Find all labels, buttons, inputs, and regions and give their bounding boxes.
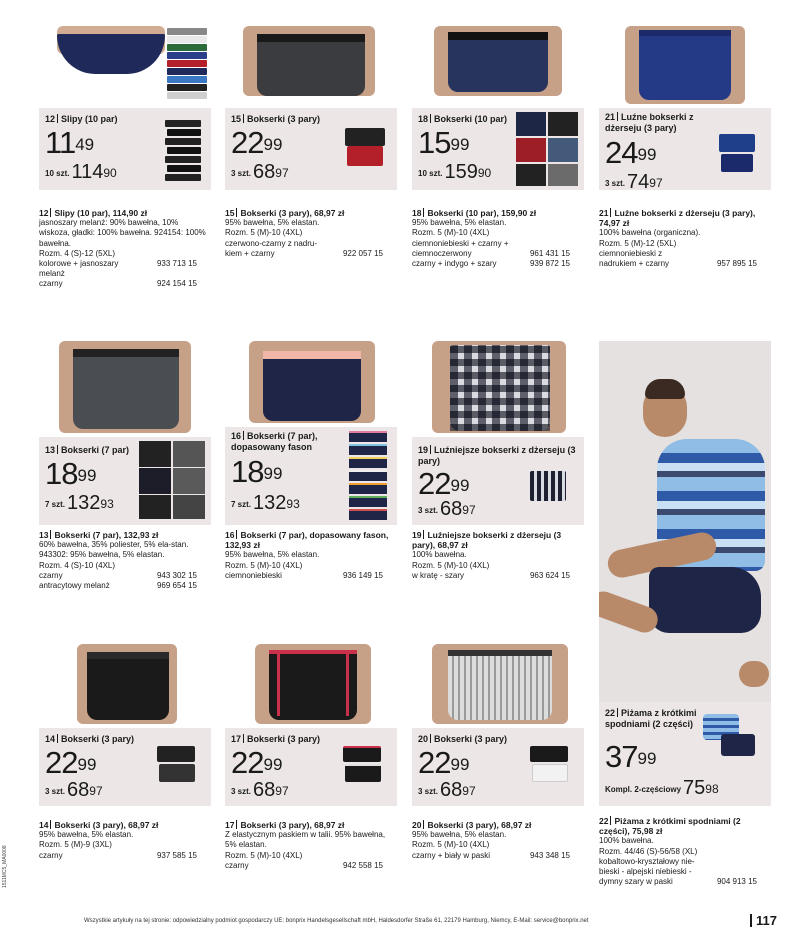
product-photo bbox=[225, 644, 397, 728]
navy-shorts bbox=[649, 567, 761, 633]
boxer-pack-icon bbox=[345, 128, 385, 168]
boxer-pack-icon bbox=[157, 746, 197, 784]
boxer-stack-icon bbox=[516, 112, 578, 188]
product-title: 14 Bokserki (3 pary) bbox=[45, 734, 135, 744]
product-photo bbox=[412, 644, 584, 728]
boxer-pack-icon bbox=[530, 746, 570, 784]
multipack-price: 10 szt. $114^{90}$ bbox=[45, 161, 117, 183]
pyjama-model-photo bbox=[599, 341, 771, 702]
product-title: 22 Piżama z krótkimi spodniami (2 części) bbox=[605, 708, 697, 729]
product-title: 17 Bokserki (3 pary) bbox=[231, 734, 321, 744]
product-card-21[interactable] bbox=[599, 26, 771, 190]
product-title: 20 Bokserki (3 pary) bbox=[418, 734, 508, 744]
product-description-13: 13 Bokserki (7 par), 132,93 zł 60% bawełna, 35% poliester, 5% ela-stan. 943302: 95% bawełna, 5% elastan. Rozm. 4 (S)-10 (4XL) czarny 943 302 15 antracytowy melanż 969 654 15 bbox=[39, 530, 197, 591]
product-description-16: 16 Bokserki (7 par), dopasowany fason, 132,93 zł 95% bawełna, 5% elastan. Rozm. 5 (M)-10 (4XL) ciemnoniebieski 936 149 15 bbox=[225, 530, 389, 580]
product-card-18[interactable] bbox=[412, 26, 584, 190]
product-photo bbox=[39, 341, 211, 437]
price: $15^{99}$ bbox=[418, 125, 470, 160]
multipack-price: Kompl. 2-częściowy $75^{98}$ bbox=[605, 777, 719, 799]
product-description-17: 17 Bokserki (3 pary), 68,97 zł Z elastycznym paskiem w talii. 95% bawełna, 5% elastan. Rozm. 5 (M)-10 (4XL) czarny 942 558 15 bbox=[225, 820, 386, 870]
product-description-14: 14 Bokserki (3 pary), 68,97 zł 95% bawełna, 5% elastan. Rozm. 5 (M)-9 (3XL) czarny 937 585 15 bbox=[39, 820, 197, 860]
product-description-18: 18 Bokserki (10 par), 159,90 zł 95% bawełna, 5% elastan. Rozm. 5 (M)-10 (4XL) ciemnoniebieski + czarny + ciemnoczerwony 961 431 15 czarny + indygo + szary 939 872 15 bbox=[412, 208, 570, 269]
price: $18^{99}$ bbox=[231, 454, 283, 489]
pyjama-set-icon bbox=[703, 714, 757, 758]
product-card-16[interactable] bbox=[225, 341, 397, 525]
product-card-19[interactable] bbox=[412, 341, 584, 525]
multipack-price: 3 szt. $68^{97}$ bbox=[418, 498, 476, 520]
product-title: 12 Slipy (10 par) bbox=[45, 114, 118, 124]
product-card-22[interactable] bbox=[599, 702, 771, 806]
multipack-price: 10 szt. $159^{90}$ bbox=[418, 161, 492, 183]
loose-boxer-pack-icon bbox=[719, 134, 755, 172]
product-photo bbox=[412, 341, 584, 437]
multipack-price: 7 szt. $132^{93}$ bbox=[45, 492, 114, 514]
product-photo bbox=[599, 26, 771, 108]
product-title: 15 Bokserki (3 pary) bbox=[231, 114, 321, 124]
price: $22^{99}$ bbox=[45, 745, 97, 780]
price: $22^{99}$ bbox=[231, 745, 283, 780]
slip-stack-icon bbox=[167, 28, 209, 108]
multipack-price: 3 szt. $68^{97}$ bbox=[418, 779, 476, 801]
checked-boxer bbox=[450, 345, 550, 431]
product-description-22: 22 Piżama z krótkimi spodniami (2 części), 75,98 zł 100% bawełna. Rozm. 44/46 (S)-56/58 (XL) kobaltowo-kryształowy nie-bieski - alpejski niebieski - dymny szary w paski 904 913 15 bbox=[599, 816, 757, 887]
product-description-15: 15 Bokserki (3 pary), 68,97 zł 95% bawełna, 5% elastan. Rozm. 5 (M)-10 (4XL) czerwono-czarny z nadru-kiem + czarny 922 057 15 bbox=[225, 208, 383, 258]
product-card-17[interactable] bbox=[225, 644, 397, 806]
price: $22^{99}$ bbox=[418, 745, 470, 780]
price: $24^{99}$ bbox=[605, 135, 657, 170]
multipack-price: 3 szt. $68^{97}$ bbox=[45, 779, 103, 801]
black-slips-icon bbox=[165, 120, 205, 188]
product-title: 18 Bokserki (10 par) bbox=[418, 114, 508, 124]
price: $37^{99}$ bbox=[605, 739, 657, 774]
slip-garment bbox=[57, 34, 165, 74]
product-card-15[interactable] bbox=[225, 26, 397, 190]
price: $22^{99}$ bbox=[418, 466, 470, 501]
product-title: 13 Bokserki (7 par) bbox=[45, 445, 130, 455]
price: $11^{49}$ bbox=[45, 125, 95, 160]
product-title: 21 Luźne bokserki z dżerseju (3 pary) bbox=[605, 112, 694, 133]
page-number: 117 bbox=[750, 913, 777, 928]
product-photo bbox=[225, 26, 397, 108]
price: $22^{99}$ bbox=[231, 125, 283, 160]
checked-boxer-icon bbox=[530, 471, 566, 501]
product-description-12: 12 Slipy (10 par), 114,90 zł jasnoszary melanż: 90% bawełna, 10% wiskoza, gładki: 100% bawełna. 924154: 100% bawełna. Rozm. 4 (S)-12 (5XL) kolorowe + jasnoszary melanż 933 713 15 czarny 924 154 15 bbox=[39, 208, 206, 289]
product-card-14[interactable] bbox=[39, 644, 211, 806]
product-photo bbox=[225, 341, 397, 427]
multipack-price: 7 szt. $132^{93}$ bbox=[231, 492, 300, 514]
product-photo bbox=[39, 644, 211, 728]
price: $18^{99}$ bbox=[45, 456, 97, 491]
product-title: 16 Bokserki (7 par), dopasowany fason bbox=[231, 431, 318, 452]
catalog-code: 1511MC5_MA0008 bbox=[2, 845, 8, 888]
boxer-stack-icon bbox=[349, 431, 389, 521]
product-card-13[interactable] bbox=[39, 341, 211, 525]
multipack-price: 3 szt. $68^{97}$ bbox=[231, 779, 289, 801]
multipack-price: 3 szt. $68^{97}$ bbox=[231, 161, 289, 183]
product-description-20: 20 Bokserki (3 pary), 68,97 zł 95% bawełna, 5% elastan. Rozm. 5 (M)-10 (4XL) czarny + biały w paski 943 348 15 bbox=[412, 820, 570, 860]
boxer-stack-icon bbox=[139, 441, 205, 521]
product-title: 19 Luźniejsze bokserki z dżerseju (3 pary) bbox=[418, 445, 576, 466]
boxer-pack-icon bbox=[343, 746, 383, 784]
product-card-20[interactable] bbox=[412, 644, 584, 806]
product-photo bbox=[412, 26, 584, 108]
product-card-12[interactable] bbox=[39, 26, 211, 190]
product-description-21: 21 Luźne bokserki z dżerseju (3 pary), 74,97 zł 100% bawełna (organiczna). Rozm. 5 (M)-12 (5XL) ciemnoniebieski z nadrukiem + czarny 957 895 15 bbox=[599, 208, 757, 269]
product-photo bbox=[39, 26, 211, 108]
product-description-19: 19 Luźniejsze bokserki z dżerseju (3 pary), 68,97 zł 100% bawełna. Rozm. 5 (M)-10 (4XL) w kratę - szary 963 624 15 bbox=[412, 530, 570, 580]
legal-footer: Wszystkie artykuły na tej stronie: odpowiedzialny podmiot gospodarczy UE: bonprix Handelsgesellschaft mbH, Haldesdorfer Straße 61, 22179 Hamburg, Niemcy, E-Mail: service@bonprix.net bbox=[84, 918, 589, 924]
multipack-price: 3 szt. $74^{97}$ bbox=[605, 171, 663, 190]
